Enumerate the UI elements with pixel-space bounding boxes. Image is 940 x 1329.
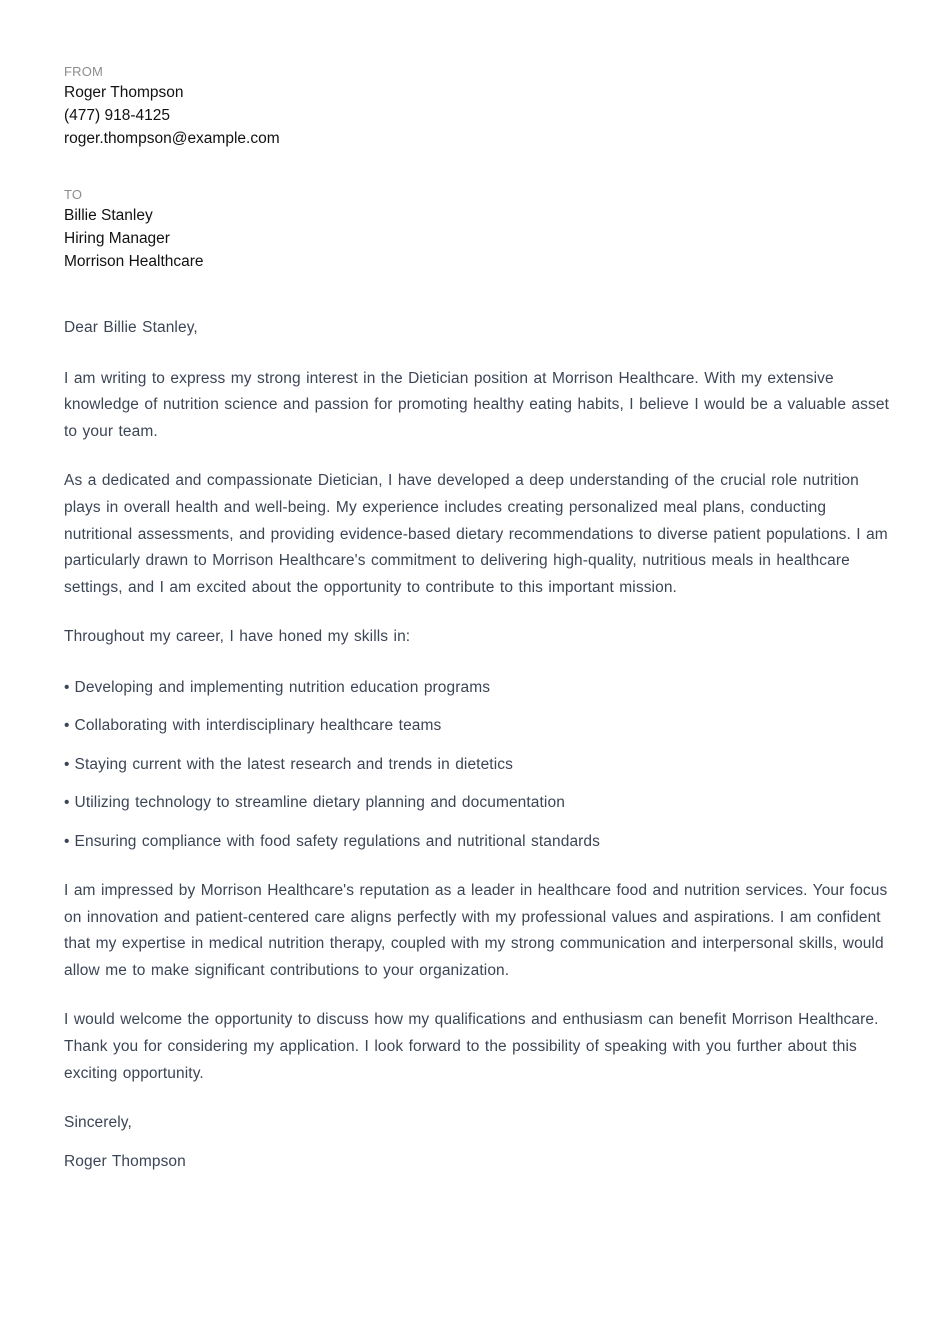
skill-item [64, 790, 894, 817]
recipient-title: Hiring Manager [64, 230, 170, 247]
paragraph-call-to-action: I would welcome the opportunity to discuss how my qualifications and enthusiasm can benefit Morrison Healthcare. Thank you for considering my application. I look forward to the possibility of speaking with you further about this exciting opportunity. [64, 1011, 879, 1082]
paragraph-company-fit: I am impressed by Morrison Healthcare's reputation as a leader in healthcare food and nutrition services. Your focus on innovation and patient-centered care aligns perfectly with my professional values and aspirations. I am confident that my expertise in medical nutrition therapy, coupled with my strong communication and interpersonal skills, would allow me to make significant contributions to your organization. [64, 882, 888, 979]
skill-item [64, 675, 894, 702]
recipient-name: Billie Stanley [64, 207, 153, 224]
skill-text: Collaborating with interdisciplinary healthcare teams [74, 717, 442, 735]
skill-text: Developing and implementing nutrition education programs [74, 678, 491, 696]
skills-intro: Throughout my career, I have honed my skills in: [64, 628, 411, 646]
skill-text: Ensuring compliance with food safety regulations and nutritional standards [74, 832, 601, 850]
skills-list [64, 675, 894, 855]
from-label: FROM [64, 64, 104, 79]
skill-item [64, 829, 894, 856]
bullet-icon: • [64, 832, 70, 850]
skill-item [64, 713, 894, 740]
bullet-icon: • [64, 678, 70, 696]
paragraph-intro: I am writing to express my strong interest in the Dietician position at Morrison Healthcare. With my extensive knowledge of nutrition science and passion for promoting healthy eating habits, I believe I would be a valuable asset to your team. [64, 369, 890, 440]
bullet-icon: • [64, 794, 70, 812]
to-label: TO [64, 187, 83, 202]
recipient-company: Morrison Healthcare [64, 253, 204, 270]
closing: Sincerely, [64, 1114, 132, 1132]
skill-item [64, 752, 894, 779]
bullet-icon: • [64, 717, 70, 735]
salutation: Dear Billie Stanley, [64, 319, 198, 336]
sender-block [64, 63, 894, 150]
paragraph-experience: As a dedicated and compassionate Dietician, I have developed a deep understanding of the crucial role nutrition plays in overall health and well-being. My experience includes creating personalized meal plans, conducting nutritional assessments, and providing evidence-based dietary recommendations to diverse patient populations. I am particularly drawn to Morrison Healthcare's commitment to delivering high-quality, nutritious meals in healthcare settings, and I am excited about the opportunity to contribute to this important mission. [64, 472, 888, 596]
signature: Roger Thompson [64, 1152, 186, 1170]
skill-text: Staying current with the latest research and trends in dietetics [74, 755, 513, 773]
sender-name: Roger Thompson [64, 84, 184, 101]
sender-phone: (477) 918-4125 [64, 107, 170, 124]
letter-body [64, 315, 894, 1175]
sender-email: roger.thompson@example.com [64, 130, 280, 147]
recipient-block [64, 186, 894, 273]
bullet-icon: • [64, 755, 70, 773]
skill-text: Utilizing technology to streamline dietary planning and documentation [74, 794, 565, 812]
